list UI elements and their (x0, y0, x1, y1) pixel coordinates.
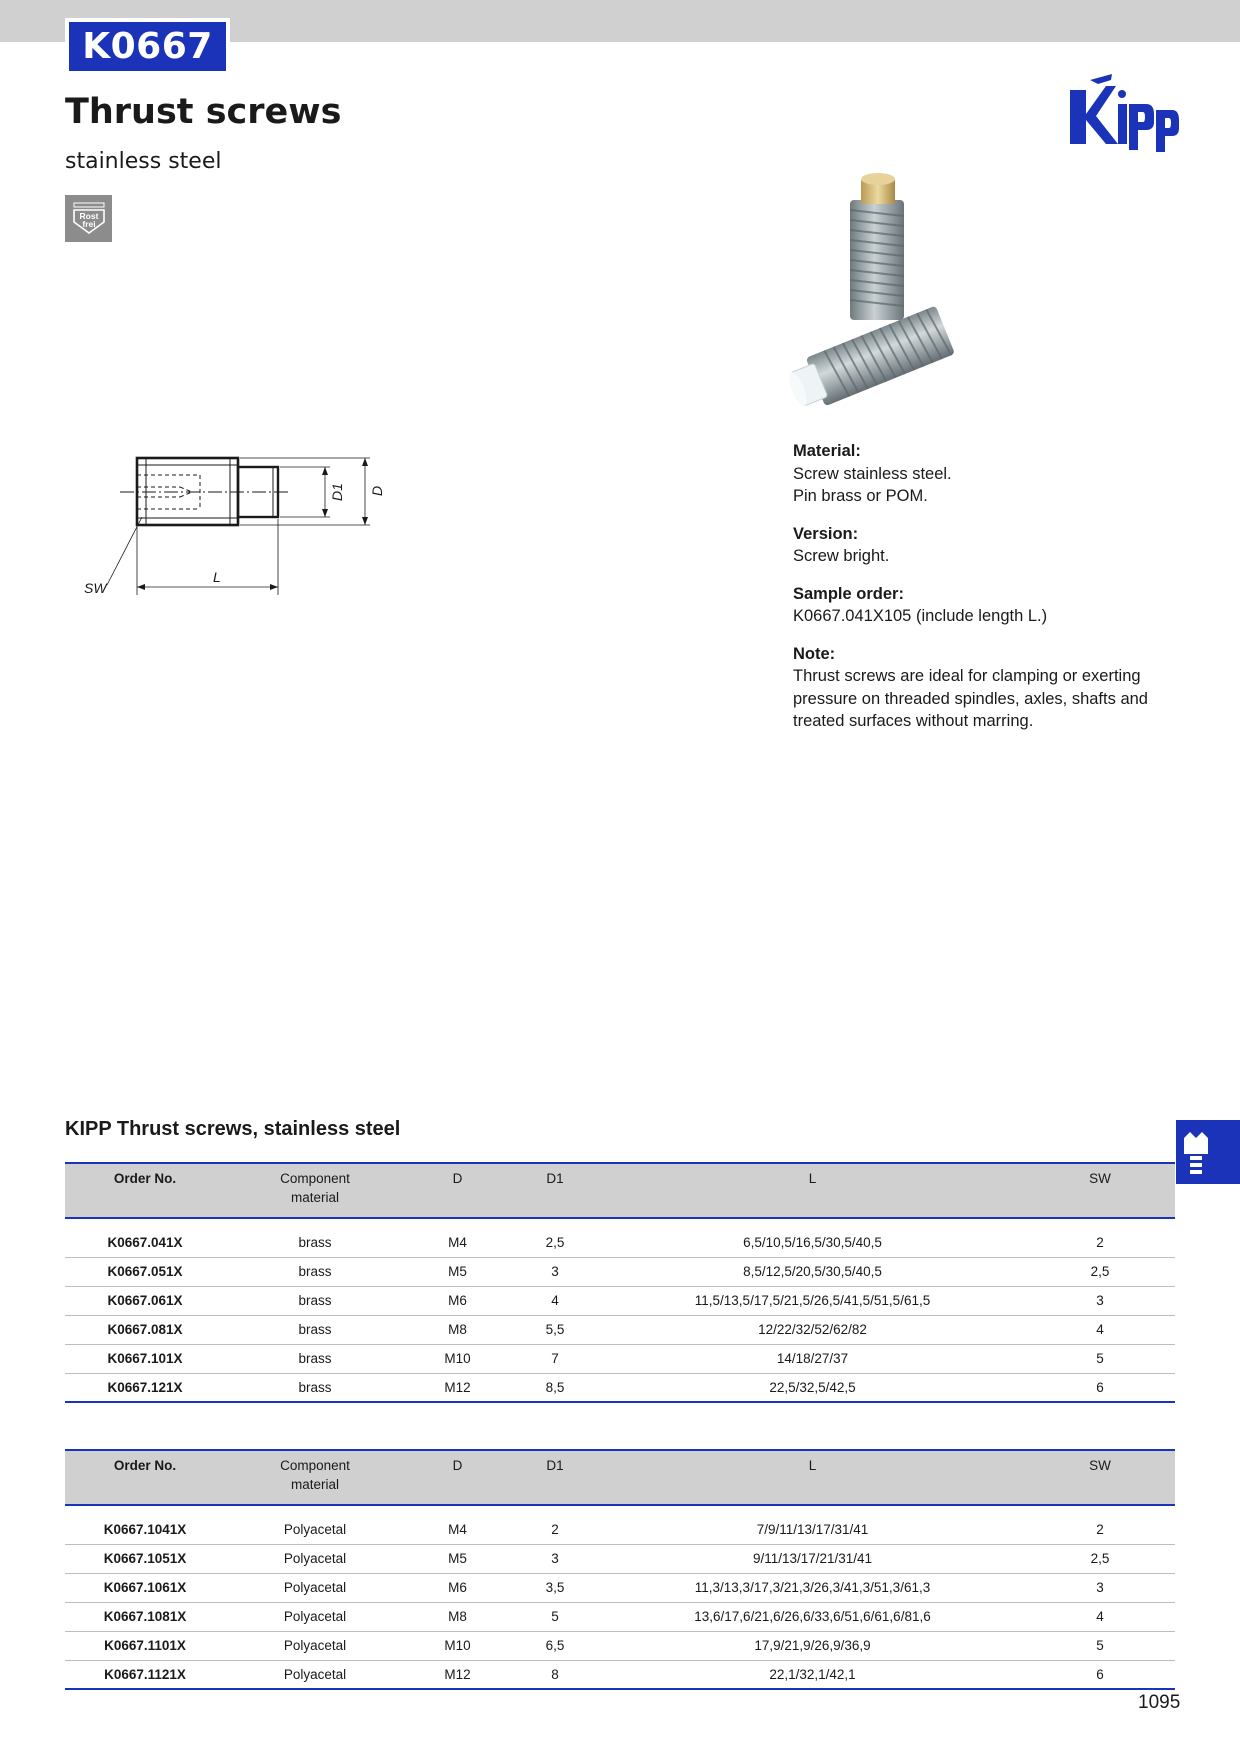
cell-order-no: K0667.121X (65, 1373, 225, 1402)
cell-d: M12 (405, 1660, 510, 1689)
material-block (793, 440, 1173, 508)
cell-d: M6 (405, 1573, 510, 1602)
header-component-line1: Component (280, 1458, 350, 1473)
cell-sw: 4 (1025, 1315, 1175, 1344)
cell-material: Polyacetal (225, 1660, 405, 1689)
header-component-material (225, 1450, 405, 1505)
cell-d: M8 (405, 1315, 510, 1344)
cell-d1: 2,5 (510, 1218, 600, 1257)
table-row (65, 1544, 1175, 1573)
material-line: Pin brass or POM. (793, 487, 928, 505)
header-d: D (405, 1450, 510, 1505)
cell-l: 11,3/13,3/17,3/21,3/26,3/41,3/51,3/61,3 (600, 1573, 1025, 1602)
cell-order-no: K0667.081X (65, 1315, 225, 1344)
cell-l: 12/22/32/52/62/82 (600, 1315, 1025, 1344)
table-row (65, 1573, 1175, 1602)
cell-l: 14/18/27/37 (600, 1344, 1025, 1373)
table-row (65, 1344, 1175, 1373)
svg-text:Rost: Rost (79, 210, 98, 221)
note-line: Thrust screws are ideal for clamping or exerting (793, 667, 1141, 685)
cell-d1: 6,5 (510, 1631, 600, 1660)
cell-sw: 3 (1025, 1573, 1175, 1602)
note-heading: Note: (793, 644, 836, 663)
cell-order-no: K0667.1051X (65, 1544, 225, 1573)
cell-sw: 2,5 (1025, 1544, 1175, 1573)
cell-order-no: K0667.1041X (65, 1505, 225, 1544)
cell-l: 22,1/32,1/42,1 (600, 1660, 1025, 1689)
cell-order-no: K0667.1121X (65, 1660, 225, 1689)
sample-order-heading: Sample order: (793, 584, 904, 603)
cell-order-no: K0667.1061X (65, 1573, 225, 1602)
cell-l: 6,5/10,5/16,5/30,5/40,5 (600, 1218, 1025, 1257)
cell-sw: 2 (1025, 1505, 1175, 1544)
cell-l: 11,5/13,5/17,5/21,5/26,5/41,5/51,5/61,5 (600, 1286, 1025, 1315)
cell-sw: 3 (1025, 1286, 1175, 1315)
table-row (65, 1218, 1175, 1257)
cell-l: 13,6/17,6/21,6/26,6/33,6/51,6/61,6/81,6 (600, 1602, 1025, 1631)
cell-d1: 5,5 (510, 1315, 600, 1344)
header-l: L (600, 1450, 1025, 1505)
cell-l: 22,5/32,5/42,5 (600, 1373, 1025, 1402)
cell-d1: 3,5 (510, 1573, 600, 1602)
version-line: Screw bright. (793, 547, 890, 565)
table-row (65, 1602, 1175, 1631)
cell-order-no: K0667.061X (65, 1286, 225, 1315)
dimension-label-l: L (213, 569, 221, 585)
table-row (65, 1505, 1175, 1544)
product-info (793, 440, 1173, 748)
cell-material: Polyacetal (225, 1505, 405, 1544)
cell-sw: 5 (1025, 1344, 1175, 1373)
cell-d: M10 (405, 1631, 510, 1660)
cell-material: brass (225, 1286, 405, 1315)
cell-d1: 8 (510, 1660, 600, 1689)
table-row (65, 1631, 1175, 1660)
header-order-no: Order No. (65, 1163, 225, 1218)
cell-material: Polyacetal (225, 1544, 405, 1573)
cell-d1: 3 (510, 1257, 600, 1286)
material-line: Screw stainless steel. (793, 464, 952, 483)
cell-sw: 6 (1025, 1373, 1175, 1402)
cell-l: 9/11/13/17/21/31/41 (600, 1544, 1025, 1573)
dimension-label-d1: D1 (329, 483, 345, 501)
note-line: pressure on threaded spindles, axles, shafts and (793, 689, 1148, 708)
cell-material: Polyacetal (225, 1573, 405, 1602)
note-line: treated surfaces without marring. (793, 712, 1034, 730)
cell-d1: 7 (510, 1344, 600, 1373)
cell-material: brass (225, 1257, 405, 1286)
header-component-line2: material (290, 1477, 339, 1492)
cell-d: M12 (405, 1373, 510, 1402)
dimension-label-sw: SW (84, 580, 107, 596)
kipp-logo-icon (1068, 72, 1180, 164)
spec-table-brass (65, 1162, 1175, 1403)
cell-d: M5 (405, 1257, 510, 1286)
page-subtitle: stainless steel (65, 149, 222, 174)
cell-d1: 5 (510, 1602, 600, 1631)
header-d1: D1 (510, 1450, 600, 1505)
cell-d: M4 (405, 1218, 510, 1257)
cell-d: M8 (405, 1602, 510, 1631)
header-component-line1: Component (280, 1171, 350, 1186)
cell-d1: 8,5 (510, 1373, 600, 1402)
version-block (793, 523, 1173, 568)
rostfrei-badge-icon (65, 195, 112, 242)
product-photo-icon (780, 170, 980, 410)
cell-d: M6 (405, 1286, 510, 1315)
header-l: L (600, 1163, 1025, 1218)
cell-sw: 4 (1025, 1602, 1175, 1631)
table-row (65, 1373, 1175, 1402)
header-component-material (225, 1163, 405, 1218)
cell-d1: 2 (510, 1505, 600, 1544)
header-component-line2: material (290, 1190, 339, 1205)
product-code: K0667 (69, 22, 226, 71)
spec-table-polyacetal (65, 1449, 1175, 1690)
table-row (65, 1257, 1175, 1286)
cell-order-no: K0667.041X (65, 1218, 225, 1257)
cell-l: 7/9/11/13/17/31/41 (600, 1505, 1025, 1544)
cell-order-no: K0667.1081X (65, 1602, 225, 1631)
cell-l: 17,9/21,9/26,9/36,9 (600, 1631, 1025, 1660)
material-heading: Material: (793, 442, 861, 460)
table-row (65, 1286, 1175, 1315)
header-d: D (405, 1163, 510, 1218)
cell-order-no: K0667.101X (65, 1344, 225, 1373)
cell-order-no: K0667.1101X (65, 1631, 225, 1660)
svg-text:frei: frei (81, 218, 96, 229)
page-number: 1095 (1138, 1692, 1181, 1713)
header-d1: D1 (510, 1163, 600, 1218)
table-header-row (65, 1450, 1175, 1505)
note-block (793, 643, 1173, 733)
cell-order-no: K0667.051X (65, 1257, 225, 1286)
dimension-label-d: D (369, 485, 385, 496)
cell-material: brass (225, 1315, 405, 1344)
table-header-row (65, 1163, 1175, 1218)
cell-material: Polyacetal (225, 1631, 405, 1660)
screw-category-tab-icon[interactable] (1176, 1120, 1240, 1184)
sample-order-block (793, 583, 1173, 628)
section-title: KIPP Thrust screws, stainless steel (65, 1118, 401, 1140)
sample-order-line: K0667.041X105 (include length L.) (793, 607, 1048, 625)
cell-sw: 2,5 (1025, 1257, 1175, 1286)
version-heading: Version: (793, 524, 859, 543)
cell-d1: 3 (510, 1544, 600, 1573)
cell-d1: 4 (510, 1286, 600, 1315)
cell-sw: 5 (1025, 1631, 1175, 1660)
cell-d: M10 (405, 1344, 510, 1373)
product-code-badge (65, 18, 230, 75)
table-row (65, 1315, 1175, 1344)
cell-material: Polyacetal (225, 1602, 405, 1631)
table-row (65, 1660, 1175, 1689)
cell-material: brass (225, 1373, 405, 1402)
cell-sw: 6 (1025, 1660, 1175, 1689)
header-sw: SW (1025, 1450, 1175, 1505)
header-order-no: Order No. (65, 1450, 225, 1505)
cell-d: M5 (405, 1544, 510, 1573)
technical-drawing (80, 445, 410, 615)
cell-sw: 2 (1025, 1218, 1175, 1257)
cell-l: 8,5/12,5/20,5/30,5/40,5 (600, 1257, 1025, 1286)
cell-material: brass (225, 1218, 405, 1257)
page-title: Thrust screws (65, 92, 342, 132)
header-sw: SW (1025, 1163, 1175, 1218)
cell-d: M4 (405, 1505, 510, 1544)
cell-material: brass (225, 1344, 405, 1373)
